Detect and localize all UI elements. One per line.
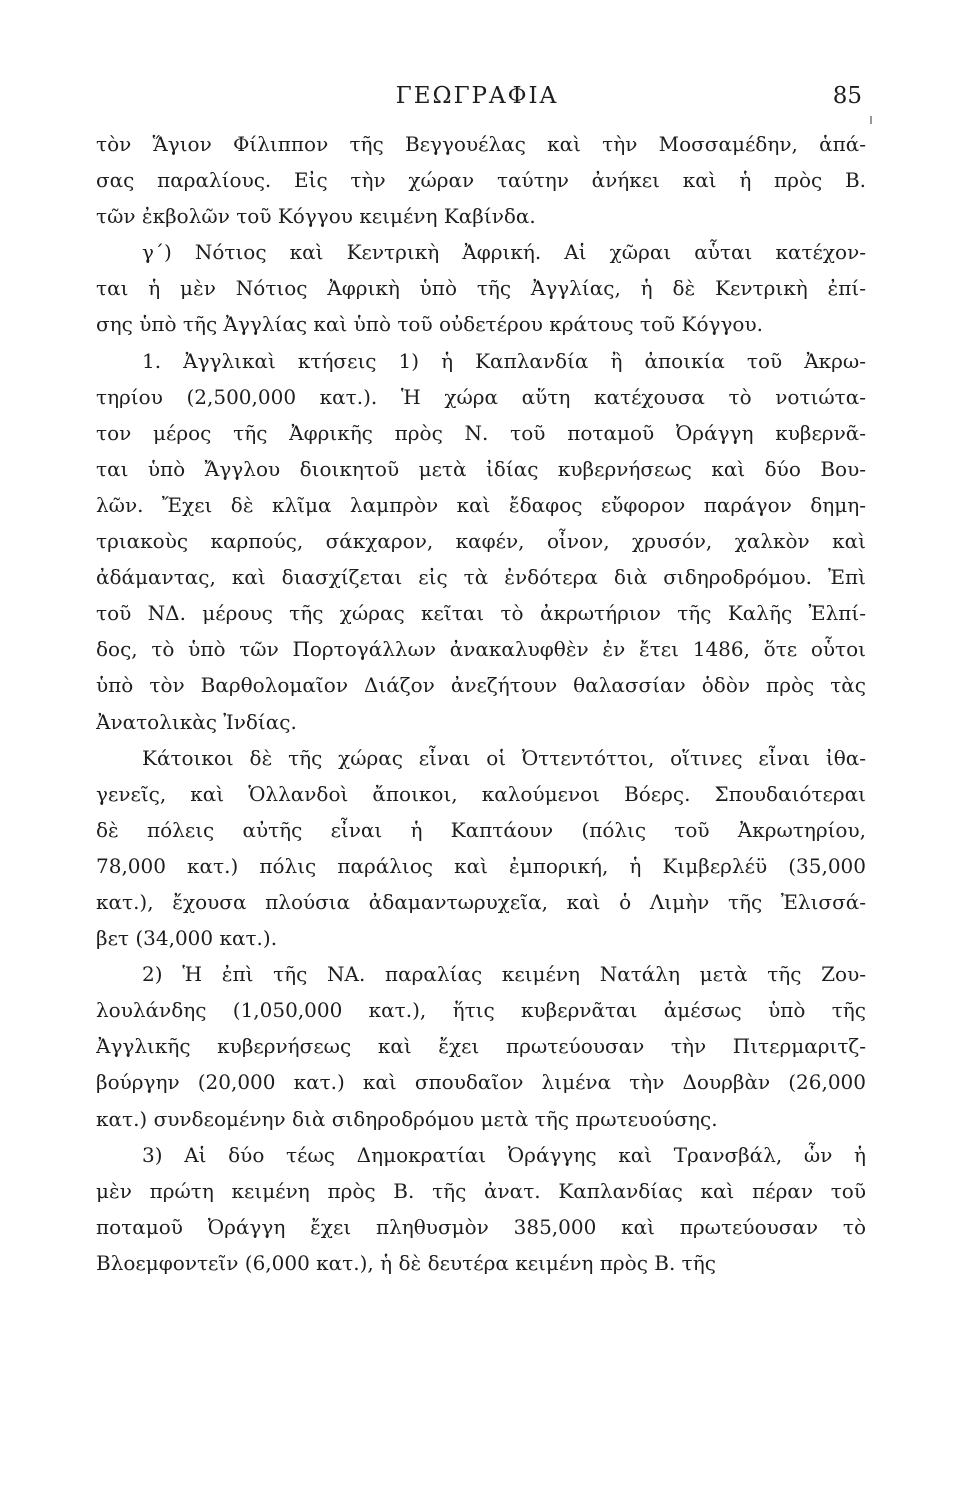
text-line: τῶν ἐκβολῶν τοῦ Κόγγου κειμένη Καβίνδα. (96, 204, 536, 229)
text-line: δος, τὸ ὑπὸ τῶν Πορτογάλλων ἀνακαλυφθὲν ἐν ἔτει 1486, ὅτε οὗτοι (96, 637, 866, 662)
text-line: 78,000 κατ.) πόλις παράλιος καὶ ἐμπορική, ἡ Κιμβερλέϋ (35,000 (96, 853, 866, 878)
scan-artifact-mark (870, 116, 872, 124)
text-line: 2) Ἡ ἐπὶ τῆς ΝΑ. παραλίας κειμένη Νατάλη μετὰ τῆς Ζου- (142, 962, 866, 987)
text-line: τον μέρος τῆς Ἀφρικῆς πρὸς Ν. τοῦ ποταμοῦ Ὀράγγη κυβερνᾶ- (96, 420, 866, 445)
text-line: σης ὑπὸ τῆς Ἀγγλίας καὶ ὑπὸ τοῦ οὐδετέρου κράτους τοῦ Κόγγου. (96, 312, 763, 337)
text-line: ἀδάμαντας, καὶ διασχίζεται εἰς τὰ ἐνδότερα διὰ σιδηροδρόμου. Ἐπὶ (96, 565, 866, 590)
paragraph (96, 234, 866, 342)
text-line: γ΄) Νότιος καὶ Κεντρικὴ Ἀφρική. Αἱ χῶραι αὗται κατέχον- (142, 240, 866, 265)
text-line: ὑπὸ τὸν Βαρθολομαῖον Διάζον ἀνεζήτουν θαλασσίαν ὁδὸν πρὸς τὰς (96, 673, 866, 698)
text-line: τηρίου (2,500,000 κατ.). Ἡ χώρα αὕτη κατέχουσα τὸ νοτιώτα- (96, 384, 866, 409)
paragraph (96, 956, 866, 1136)
paragraph (96, 1137, 866, 1281)
running-head (0, 78, 954, 114)
body-text (96, 126, 866, 1281)
text-line: ται ἡ μὲν Νότιος Ἀφρικὴ ὑπὸ τῆς Ἀγγλίας, ἡ δὲ Κεντρικὴ ἐπί- (96, 276, 866, 301)
text-line: ποταμοῦ Ὀράγγη ἔχει πληθυσμὸν 385,000 καὶ πρωτεύουσαν τὸ (96, 1214, 866, 1239)
text-line: τριακοὺς καρπούς, σάκχαρον, καφέν, οἶνον, χρυσόν, χαλκὸν καὶ (96, 529, 866, 554)
paragraph (96, 740, 866, 957)
running-title: ΓΕΩΓΡΑΦΙΑ (395, 83, 559, 109)
text-line: τὸν Ἅγιον Φίλιππον τῆς Βεγγουέλας καὶ τὴν Μοσσαμέδην, ἁπά- (96, 132, 866, 156)
text-line: 3) Αἱ δύο τέως Δημοκρατίαι Ὀράγγης καὶ Τρανσβάλ, ὧν ἡ (142, 1142, 866, 1167)
paragraph (96, 343, 866, 740)
text-line: βούργην (20,000 κατ.) καὶ σπουδαῖον λιμένα τὴν Δουρβὰν (26,000 (96, 1070, 866, 1095)
text-line: τοῦ ΝΔ. μέρους τῆς χώρας κεῖται τὸ ἀκρωτήριον τῆς Καλῆς Ἐλπί- (96, 601, 866, 626)
text-line: μὲν πρώτη κειμένη πρὸς Β. τῆς ἀνατ. Καπλανδίας καὶ πέραν τοῦ (96, 1178, 866, 1203)
text-line: Βλοεμφοντεῖν (6,000 κατ.), ἡ δὲ δευτέρα κειμένη πρὸς Β. τῆς (96, 1250, 716, 1275)
text-line: λουλάνδης (1,050,000 κατ.), ἥτις κυβερνᾶται ἀμέσως ὑπὸ τῆς (96, 998, 866, 1023)
text-line: δὲ πόλεις αὐτῆς εἶναι ἡ Καπτάουν (πόλις τοῦ Ἀκρωτηρίου, (96, 817, 866, 842)
text-line: λῶν. Ἔχει δὲ κλῖμα λαμπρὸν καὶ ἔδαφος εὔφορον παράγον δημη- (96, 492, 866, 517)
text-line: κατ.) συνδεομένην διὰ σιδηροδρόμου μετὰ τῆς πρωτευούσης. (96, 1106, 718, 1131)
text-line: Ἀνατολικὰς Ἰνδίας. (96, 709, 297, 734)
text-line: γενεῖς, καὶ Ὁλλανδοὶ ἄποικοι, καλούμενοι Βόερς. Σπουδαιότεραι (96, 781, 866, 806)
text-line: 1. Ἀγγλικαὶ κτήσεις 1) ἡ Καπλανδία ἢ ἀποικία τοῦ Ἀκρω- (142, 348, 866, 373)
text-line: κατ.), ἔχουσα πλούσια ἀδαμαντωρυχεῖα, καὶ ὁ Λιμὴν τῆς Ἐλισσά- (96, 889, 866, 914)
text-line: σας παραλίους. Εἰς τὴν χώραν ταύτην ἀνήκει καὶ ἡ πρὸς Β. (96, 168, 866, 193)
page-number: 85 (832, 83, 862, 109)
text-line: Ἀγγλικῆς κυβερνήσεως καὶ ἔχει πρωτεύουσαν τὴν Πιτερμαριτζ- (96, 1034, 866, 1059)
text-line: ται ὑπὸ Ἄγγλου διοικητοῦ μετὰ ἰδίας κυβερνήσεως καὶ δύο Βου- (96, 456, 866, 481)
text-line: Κάτοικοι δὲ τῆς χώρας εἶναι οἱ Ὀττεντόττοι, οἵτινες εἶναι ἰθα- (142, 745, 866, 770)
paragraph (96, 126, 866, 234)
text-line: βετ (34,000 κατ.). (96, 926, 278, 951)
